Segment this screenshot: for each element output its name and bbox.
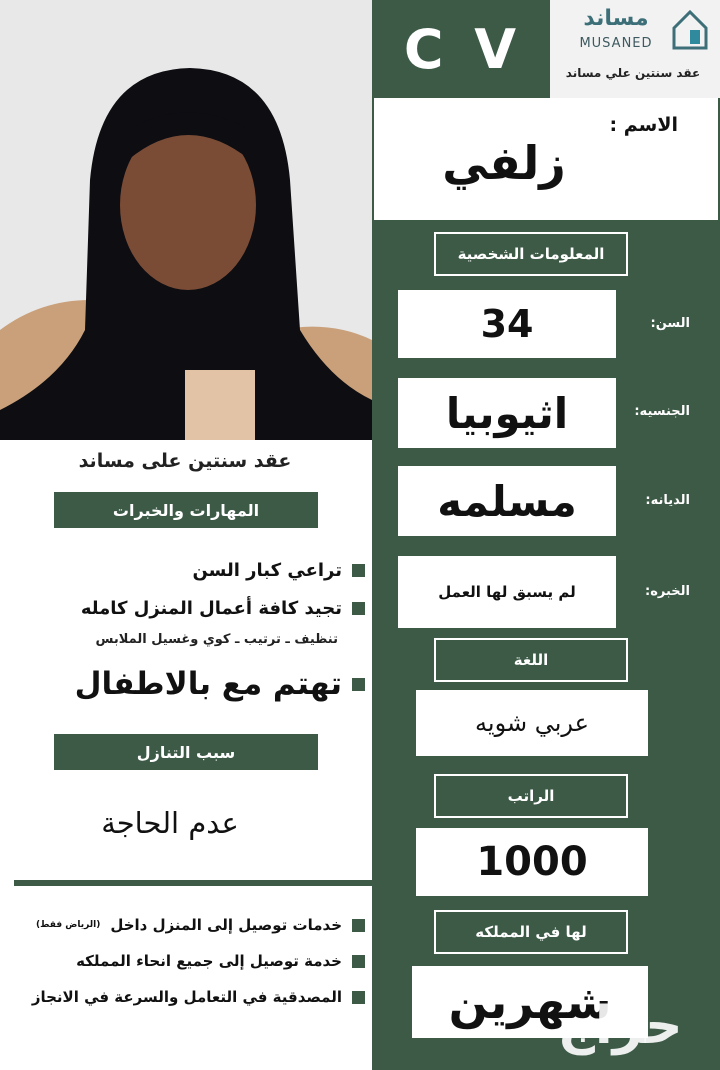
logo-english: MUSANED: [579, 36, 653, 51]
service-item: [20, 988, 365, 1006]
experience-value: لم يسبق لها العمل: [398, 556, 616, 628]
skills-header: المهارات والخبرات: [54, 492, 318, 528]
service-item: [20, 916, 365, 934]
salary-value: 1000: [416, 828, 648, 896]
religion-label: الديانه:: [645, 493, 690, 508]
skill-item: [20, 598, 365, 619]
skill-text: تجيد كافة أعمال المنزل كامله: [80, 598, 342, 619]
cv-title: C V: [403, 17, 523, 81]
nationality-label: الجنسيه:: [634, 404, 690, 419]
bullet-square-icon: [352, 955, 365, 968]
in-kingdom-header: لها في المملكه: [434, 910, 628, 954]
salary-header: الراتب: [434, 774, 628, 818]
bullet-square-icon: [352, 991, 365, 1004]
service-item: [20, 952, 365, 970]
service-note: (الرياض فقط): [36, 920, 101, 930]
profile-photo: [0, 0, 372, 440]
bullet-square-icon: [352, 678, 365, 691]
language-value: عربي شويه: [416, 690, 648, 756]
reason-header: سبب التنازل: [54, 734, 318, 770]
skill-text: تراعي كبار السن: [192, 560, 342, 581]
service-text: المصدقية في التعامل والسرعة في الانجاز: [31, 988, 342, 1006]
age-value: 34: [398, 290, 616, 358]
nationality-value: اثيوبيا: [398, 378, 616, 448]
skill-item: [20, 560, 365, 581]
bullet-square-icon: [352, 602, 365, 615]
reason-value: عدم الحاجة: [101, 806, 239, 840]
contract-text: عقد سنتين على مساند: [78, 450, 292, 472]
name-value: زلفي: [442, 136, 566, 190]
in-kingdom-value: شهرين: [412, 966, 648, 1038]
language-header: اللغة: [434, 638, 628, 682]
name-box: [374, 98, 718, 220]
skill-text: تهتم مع بالاطفال: [74, 666, 342, 702]
logo-mark-icon: [670, 6, 710, 50]
name-label: الاسم :: [609, 114, 678, 136]
skill-note: تنظيف ـ ترتيب ـ كوي وغسيل الملابس: [95, 632, 338, 647]
logo-arabic: مساند: [583, 6, 649, 31]
personal-info-header: المعلومات الشخصية: [434, 232, 628, 276]
service-text: خدمات توصيل إلى المنزل داخل: [110, 916, 342, 934]
logo-subtitle: عقد سنتين علي مساند: [565, 66, 701, 80]
bullet-square-icon: [352, 919, 365, 932]
religion-value: مسلمه: [398, 466, 616, 536]
divider: [14, 880, 372, 886]
age-label: السن:: [650, 316, 690, 331]
experience-label: الخبره:: [645, 584, 690, 599]
service-text: خدمة توصيل إلى جميع انحاء المملكه: [76, 952, 342, 970]
bullet-square-icon: [352, 564, 365, 577]
musaned-logo: [550, 0, 720, 98]
skill-item: [10, 666, 365, 702]
watermark: حراج: [557, 996, 683, 1056]
